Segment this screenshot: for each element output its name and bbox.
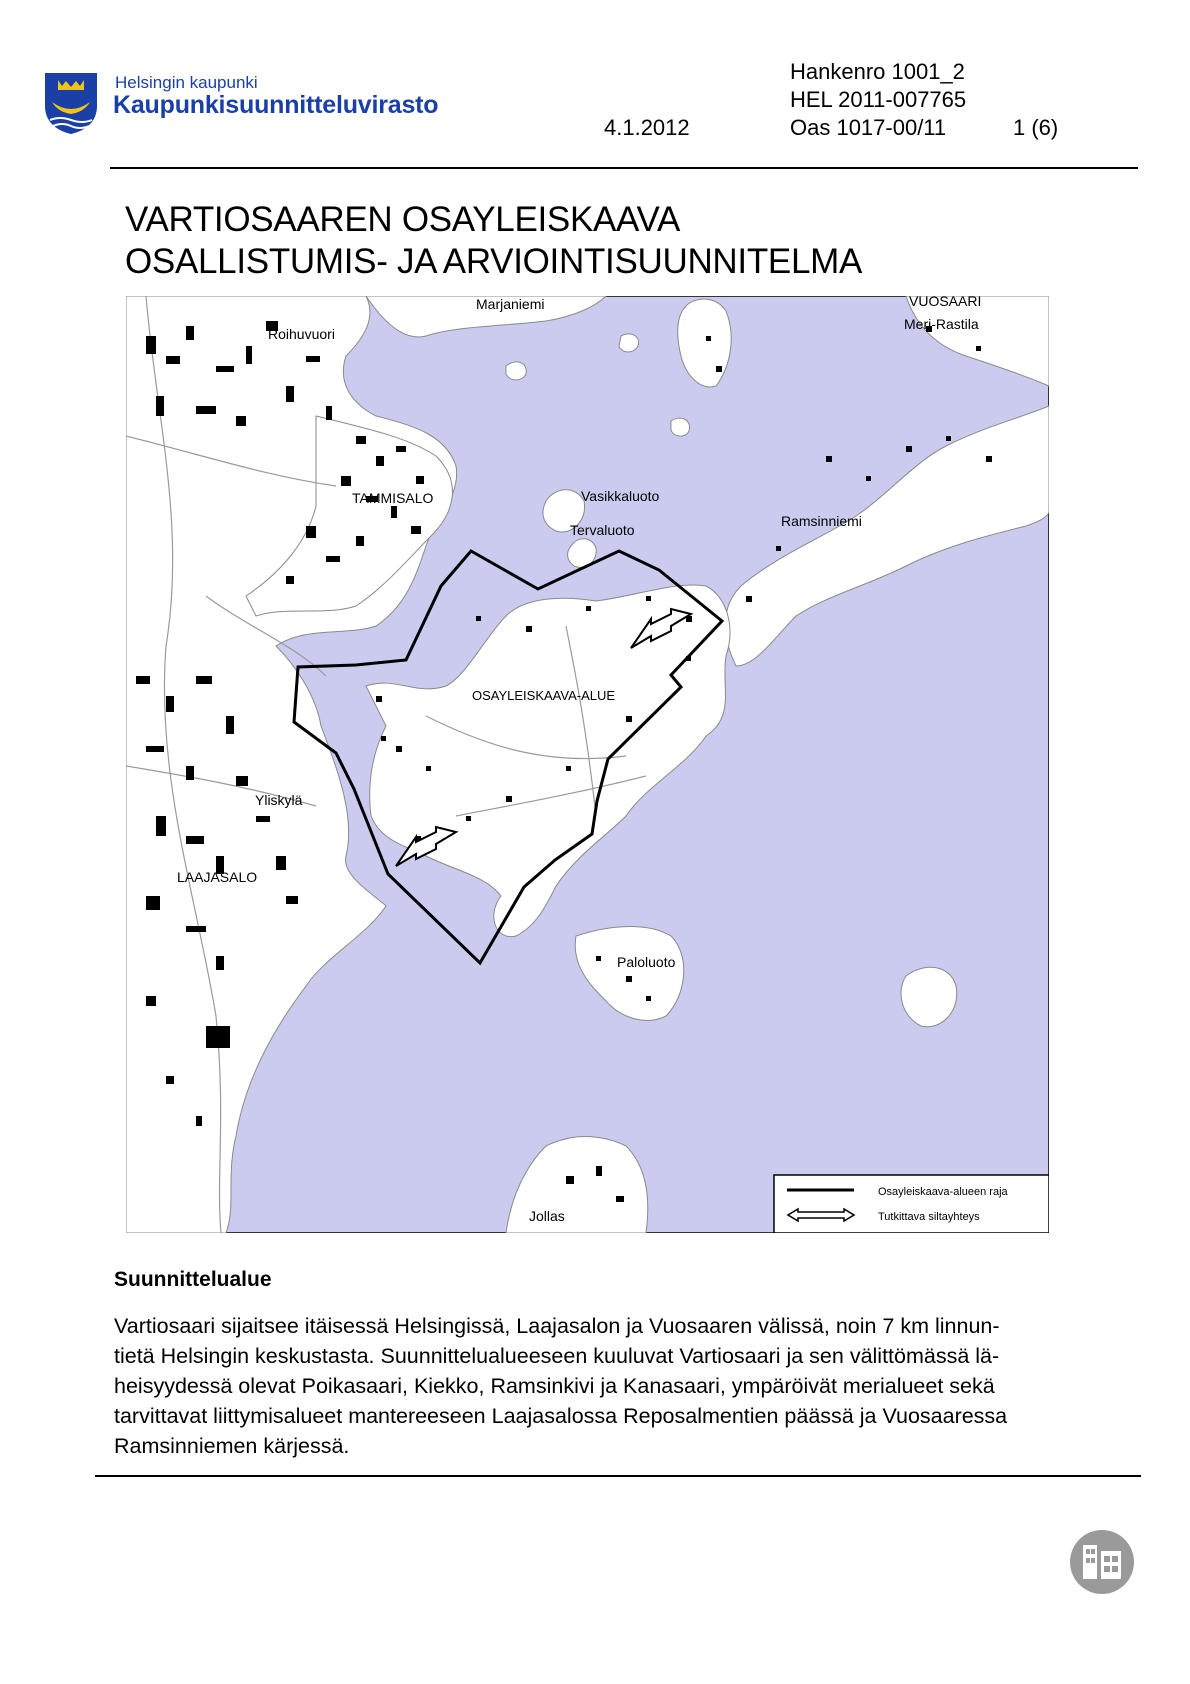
- label-laajasalo: LAAJASALO: [177, 869, 258, 885]
- label-meri-rastila: Meri-Rastila: [904, 316, 979, 332]
- legend-boundary-label: Osayleiskaava-alueen raja: [878, 1186, 1008, 1198]
- document-subtitle: OSALLISTUMIS- JA ARVIOINTISUUNNITELMA: [125, 242, 863, 281]
- body-line: heisyydessä olevat Poikasaari, Kiekko, Ramsinkivi ja Kanasaari, ympäröivät merialueet sekä: [114, 1374, 995, 1398]
- label-tervaluoto: Tervaluoto: [570, 522, 635, 538]
- label-plan-area: OSAYLEISKAAVA-ALUE: [472, 688, 616, 703]
- label-yliskyla: Yliskylä: [255, 792, 303, 808]
- project-number: Hankenro 1001_2: [790, 59, 965, 84]
- label-vuosaari: VUOSAARI: [909, 296, 982, 309]
- label-vasikkaluoto: Vasikkaluoto: [581, 488, 660, 504]
- section-body: [114, 1311, 1124, 1461]
- label-marjaniemi: Marjaniemi: [476, 296, 545, 312]
- section-heading: Suunnittelualue: [114, 1268, 272, 1291]
- body-line: Vartiosaari sijaitsee itäisessä Helsingissä, Laajasalon ja Vuosaaren välissä, noin 7 km linnun-: [114, 1314, 1000, 1338]
- label-tammisalo: TAMMISALO: [352, 490, 434, 506]
- area-map: [126, 296, 1049, 1233]
- oas-number: Oas 1017-00/11: [790, 115, 947, 140]
- helsinki-crest-icon: [44, 72, 98, 134]
- org-name-small: Helsingin kaupunki: [115, 73, 258, 92]
- header-divider: [110, 167, 1138, 169]
- body-line: Ramsinniemen kärjessä.: [114, 1434, 350, 1458]
- label-roihuvuori: Roihuvuori: [268, 326, 335, 342]
- label-paloluoto: Paloluoto: [617, 954, 676, 970]
- city-building-logo-icon: [1069, 1529, 1135, 1595]
- hel-number: HEL 2011-007765: [790, 87, 967, 112]
- document-title: VARTIOSAAREN OSAYLEISKAAVA: [125, 200, 680, 239]
- map-legend: [774, 1175, 1049, 1233]
- label-ramsinniemi: Ramsinniemi: [781, 513, 862, 529]
- org-name-large: Kaupunkisuunnitteluvirasto: [113, 91, 439, 119]
- footer-divider: [95, 1475, 1141, 1477]
- label-jollas: Jollas: [529, 1208, 565, 1224]
- body-line: tarvittavat liittymisalueet mantereeseen Laajasalossa Reposalmentien päässä ja Vuosaaressa: [114, 1404, 1008, 1428]
- page-number: 1 (6): [1013, 115, 1059, 140]
- body-line: tietä Helsingin keskustasta. Suunnittelualueeseen kuuluvat Vartiosaari ja sen välittömässä lä-: [114, 1344, 1000, 1368]
- document-date: 4.1.2012: [604, 115, 690, 140]
- legend-bridge-label: Tutkittava siltayhteys: [878, 1211, 980, 1223]
